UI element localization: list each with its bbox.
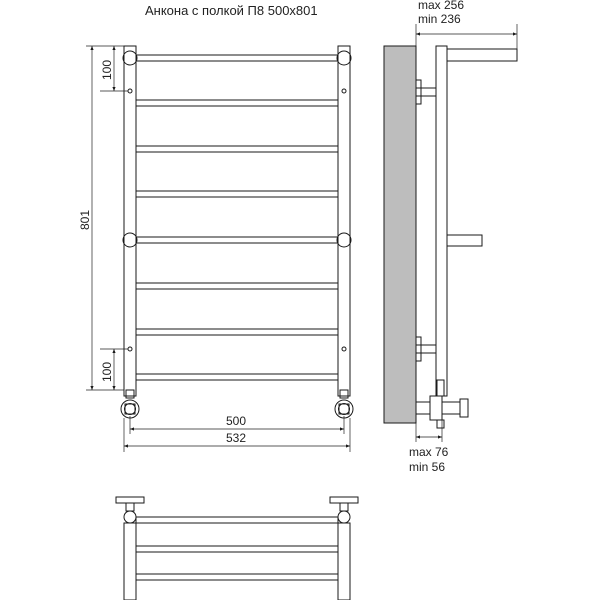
wall-max-label: max 76 <box>409 445 449 459</box>
air-vent-top-right <box>342 89 346 93</box>
depth-dimension <box>416 0 517 49</box>
rung <box>136 146 338 152</box>
depth-min-label: min 236 <box>418 12 461 26</box>
air-vent-bottom-right <box>342 347 346 351</box>
side-bracket-top <box>416 80 436 104</box>
drawing-title: Анкона с полкой П8 500x801 <box>145 3 318 18</box>
top-right-post <box>338 523 350 600</box>
side-post <box>436 46 447 396</box>
wall-bracket-top-left <box>123 51 137 65</box>
wall-min-label: min 56 <box>409 460 446 474</box>
shelf-bar <box>136 574 338 580</box>
front-view <box>78 46 353 452</box>
rung <box>136 237 338 243</box>
overall-width-label: 532 <box>226 431 247 445</box>
rungs <box>136 55 338 380</box>
rung <box>136 329 338 335</box>
side-view <box>384 0 517 474</box>
air-vent-top-left <box>128 89 132 93</box>
rung <box>136 191 338 197</box>
rung <box>136 374 338 380</box>
left-post <box>124 46 136 396</box>
axis-width-label: 500 <box>226 414 247 428</box>
top-bracket-left <box>116 497 144 523</box>
shelf-bar <box>136 517 338 523</box>
wall-bracket-mid-left <box>123 233 137 247</box>
height-dimension <box>78 46 124 390</box>
right-post <box>338 46 350 396</box>
wall <box>384 46 416 423</box>
height-label: 801 <box>78 209 92 230</box>
rung <box>136 283 338 289</box>
top-offset-label: 100 <box>100 59 114 80</box>
wall-bracket-top-right <box>337 51 351 65</box>
top-left-post <box>124 523 136 600</box>
rung <box>136 100 338 106</box>
rung <box>136 55 338 61</box>
top-bracket-right <box>330 497 358 523</box>
top-view <box>116 497 358 600</box>
side-bracket-bottom <box>416 337 436 361</box>
mid-arm <box>447 235 482 246</box>
wall-bracket-mid-right <box>337 233 351 247</box>
shelf-arm <box>447 49 517 61</box>
shelf-bar <box>136 546 338 552</box>
bottom-offset-label: 100 <box>100 361 114 382</box>
air-vent-bottom-left <box>128 347 132 351</box>
depth-max-label: max 256 <box>418 0 465 12</box>
